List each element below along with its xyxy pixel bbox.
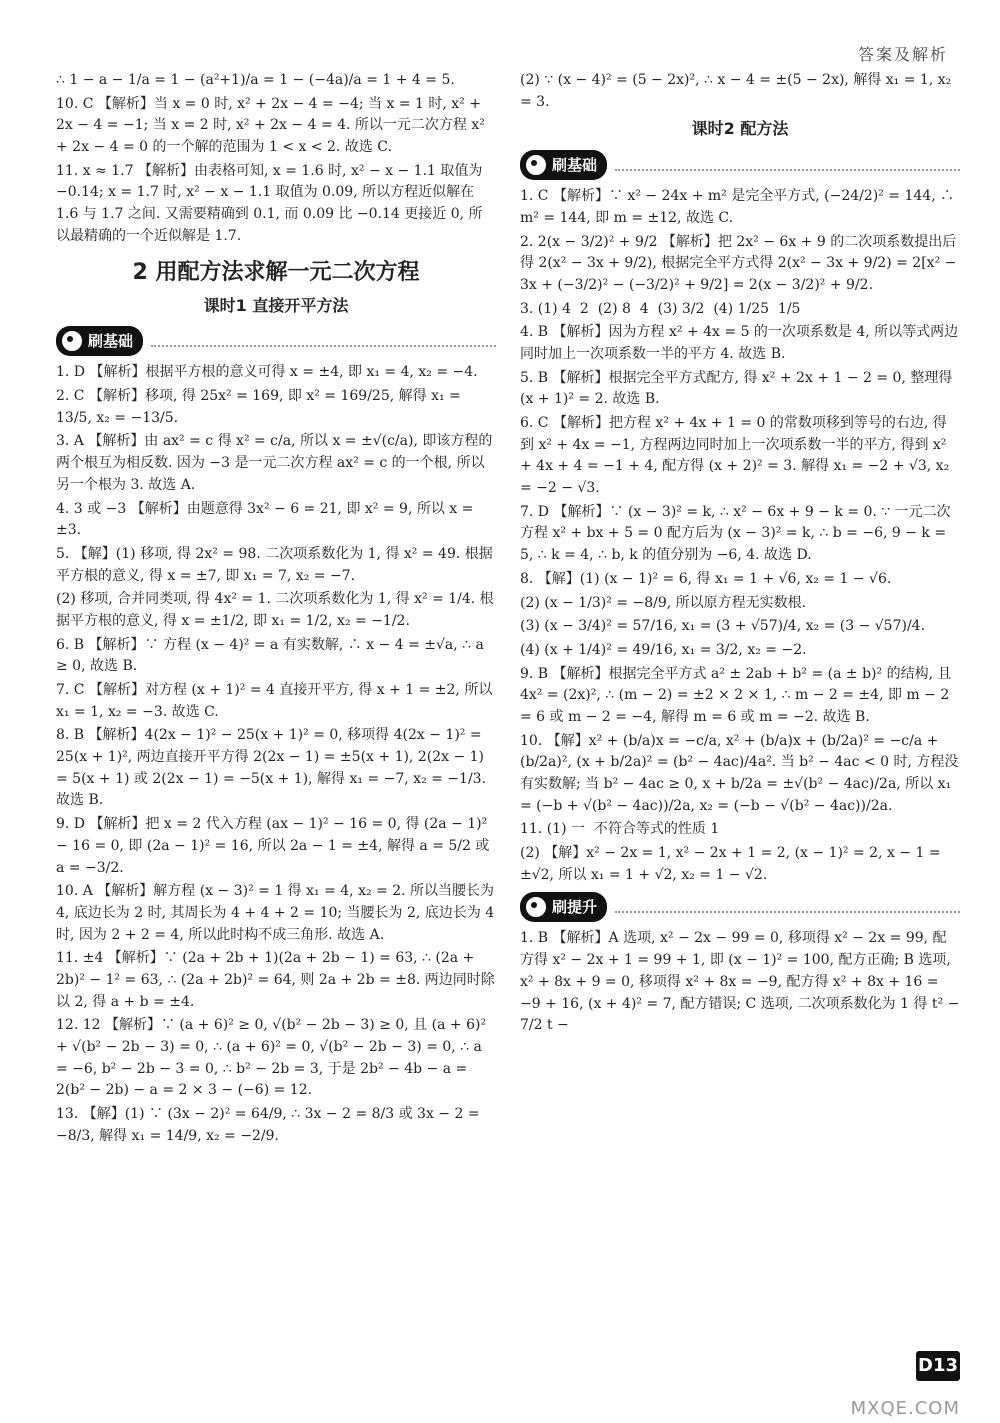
section-badge xyxy=(520,892,607,922)
text-line: 2. 2(x − 3/2)² + 9/2 【解析】把 2x² − 6x + 9 的二次项系数提出后得 2(x² − 3x + 9/2), 根据完全平方式得 2(x² − 3x + 9/2) = 2[x² − 3x + (−3/2)² − (−3/2)² + 9/2] = 2(x − 3/2)² + 9/2. xyxy=(520,233,961,293)
text-line: 8. 【解】(1) (x − 1)² = 6, 得 x₁ = 1 + √6, x₂ = 1 − √6. xyxy=(520,570,892,587)
text-line: (2) 移项, 合并同类项, 得 4x² = 1. 二次项系数化为 1, 得 x² = 1/4. 根据平方根的意义, 得 x = ±1/2, 即 x₁ = 1/2, x₂ = −1/2. xyxy=(56,591,494,629)
text-line: 1. B 【解析】A 选项, x² − 2x − 99 = 0, 移项得 x² − 2x = 99, 配方得 x² − 2x + 1 = 99 + 1, 即 (x − 1)² = 100, 配方正确; B 选项, x² + 8x + 9 = 0, 移项得 x² + 8x = −9, 配方得 x² + 8x + 16 = −9 + 16, (x + 4)² = 7, 配方错误; C 选项, 二次项系数化为 1 得 t² − 7/2 t − xyxy=(520,930,964,1034)
text-line: 4. 3 或 −3 【解析】由题意得 3x² − 6 = 21, 即 x² = 9, 所以 x = ±3. xyxy=(56,500,478,539)
text-line: (2) ∵ (x − 4)² = (5 − 2x)², ∴ x − 4 = ±(5 − 2x), 解得 x₁ = 1, x₂ = 3. xyxy=(520,72,956,110)
page-header-label: 答案及解析 xyxy=(857,45,948,64)
dotted-divider xyxy=(615,901,960,913)
text-line: 6. B 【解析】∵ 方程 (x − 4)² = a 有实数解, ∴ x − 4 = ±√a, ∴ a ≥ 0, 故选 B. xyxy=(56,636,489,675)
text-line: (2) 【解】x² − 2x = 1, x² − 2x + 1 = 2, (x − 1)² = 2, x − 1 = ±√2, 所以 x₁ = 1 + √2, x₂ = 1 − √2. xyxy=(520,845,946,883)
badge-row xyxy=(520,892,960,922)
page-number: D13 xyxy=(916,1351,960,1381)
text-line: 11. (1) 一 不符合等式的性质 1 xyxy=(520,821,720,838)
badge-row xyxy=(520,150,960,180)
lesson-title: 课时1 直接开平方法 xyxy=(203,295,349,315)
text-line: 9. B 【解析】根据完全平方式 a² ± 2ab + b² = (a ± b)² 的结构, 且 4x² = (2x)², ∴ (m − 2) = ±2 × 2 × 1, ∴ m − 2 = ±4, 即 m − 2 = 6 或 m − 2 = −4, 解得 m = 6 或 m = −2. 故选 B. xyxy=(520,665,956,725)
text-line: 2. C 【解析】移项, 得 25x² = 169, 即 x² = 169/25, 解得 x₁ = 13/5, x₂ = −13/5. xyxy=(56,388,466,426)
section-badge xyxy=(520,150,607,180)
text-line: (2) (x − 1/3)² = −8/9, 所以原方程无实数根. xyxy=(520,594,807,611)
text-line: (4) (x + 1/4)² = 49/16, x₁ = 3/2, x₂ = −2. xyxy=(520,641,807,658)
section-title: 2 用配方法求解一元二次方程 xyxy=(132,259,420,285)
text-line: 10. A 【解析】解方程 (x − 3)² = 1 得 x₁ = 4, x₂ = 2. 所以当腰长为 4, 底边长为 2 时, 其周长为 4 + 4 + 2 = 10; 当腰长为 2, 底边长为 4 时, 因为 2 + 2 = 4, 所以此时构不成三角形. 故选 A. xyxy=(56,883,499,943)
badge-label: 刷提升 xyxy=(552,897,598,916)
text-line: 13. 【解】(1) ∵ (3x − 2)² = 64/9, ∴ 3x − 2 = 8/3 或 3x − 2 = −8/3, 解得 x₁ = 14/9, x₂ = −2/9. xyxy=(56,1106,485,1144)
text-line: 10. 【解】x² + (b/a)x = −c/a, x² + (b/a)x + (b/2a)² = −c/a + (b/2a)², (x + b/2a)² = (b² − 4ac)/4a². 当 b² − 4ac < 0 时, 方程没有实数解; 当 b² − 4ac ≥ 0, x + b/2a = ±√(b² − 4ac)/2a, 所以 x₁ = (−b + √(b² − 4ac))/2a, x₂ = (−b − √(b² − 4ac))/2a. xyxy=(520,732,959,814)
badge-label: 刷基础 xyxy=(88,331,134,350)
dotted-divider xyxy=(615,159,960,171)
text-line: 1. D 【解析】根据平方根的意义可得 x = ±4, 即 x₁ = 4, x₂ = −4. xyxy=(56,364,478,381)
text-line: 7. C 【解析】对方程 (x + 1)² = 4 直接开平方, 得 x + 1 = ±2, 所以 x₁ = 1, x₂ = −3. 故选 C. xyxy=(56,682,497,720)
badge-label: 刷基础 xyxy=(552,155,598,174)
left-column xyxy=(56,70,499,1149)
right-column xyxy=(520,70,964,1039)
text-line: (3) (x − 3/4)² = 57/16, x₁ = (3 + √57)/4, x₂ = (3 − √57)/4. xyxy=(520,618,926,635)
text-line: 12. 12 【解析】∵ (a + 6)² ≥ 0, √(b² − 2b − 3) ≥ 0, 且 (a + 6)² + √(b² − 2b − 3) = 0, ∴ (a + 6)² = 0, √(b² − 2b − 3) = 0, ∴ a = −6, b² − 2b − 3 = 0, ∴ b² − 2b = 3, 于是 2b² − 4b − a = 2(b² − 2b) − a = 2 × 3 − (−6) = 12. xyxy=(56,1017,491,1099)
text-line: 6. C 【解析】把方程 x² + 4x + 1 = 0 的常数项移到等号的右边, 得到 x² + 4x = −1, 方程两边同时加上一次项系数一半的平方, 得到 x² + 4x + 4 = −1 + 4, 配方得 (x + 2)² = 3. 解得 x₁ = −2 + √3, x₂ = −2 − √3. xyxy=(520,415,954,497)
text-line: 3. (1) 4 2 (2) 8 4 (3) 3/2 (4) 1/25 1/5 xyxy=(520,300,801,317)
badge-icon xyxy=(524,895,548,919)
badge-row xyxy=(56,326,496,356)
text-line: 5. 【解】(1) 移项, 得 2x² = 98. 二次项系数化为 1, 得 x² = 49. 根据平方根的意义, 得 x = ±7, 即 x₁ = 7, x₂ = −7. xyxy=(56,545,493,584)
section-badge xyxy=(56,326,143,356)
text-line: 9. D 【解析】把 x = 2 代入方程 (ax − 1)² − 16 = 0, 得 (2a − 1)² − 16 = 0, 即 (2a − 1)² = 16, 所以 2a − 1 = ±4, 解得 a = 5/2 或 a = −3/2. xyxy=(56,816,494,876)
text-line: 7. D 【解析】∵ (x − 3)² = k, ∴ x² − 6x + 9 − k = 0. ∵ 一元二次方程 x² + bx + 5 = 0 配方后为 (x − 3)² = k, ∴ b = −6, 9 − k = 5, ∴ k = 4, ∴ b, k 的值分别为 −6, 4. 故选 D. xyxy=(520,503,951,564)
lesson-title: 课时2 配方法 xyxy=(691,119,789,139)
text-line: 11. x ≈ 1.7 【解析】由表格可知, x = 1.6 时, x² − x − 1.1 取值为 −0.14; x = 1.7 时, x² − x − 1.1 取值为 0.09, 所以方程近似解在 1.6 与 1.7 之间. 又需要精确到 0.1, 而 0.09 比 −0.14 更接近 0, 所以最精确的一个近似解是 1.7. xyxy=(56,162,487,244)
text-line: 10. C 【解析】当 x = 0 时, x² + 2x − 4 = −4; 当 x = 1 时, x² + 2x − 4 = −1; 当 x = 2 时, x² + 2x − 4 = 4. 所以一元二次方程 x² + 2x − 4 = 0 的一个解的范围为 1 < x < 2. 故选 C. xyxy=(56,95,490,156)
text-line: 1. C 【解析】∵ x² − 24x + m² 是完全平方式, (−24/2)² = 144, ∴ m² = 144, 即 m = ±12, 故选 C. xyxy=(520,188,959,226)
badge-icon xyxy=(524,153,548,177)
text-line: 3. A 【解析】由 ax² = c 得 x² = c/a, 所以 x = ±√(c/a), 即该方程的两个根互为相反数. 因为 −3 是一元二次方程 ax² = c 的一个根, 所以另一个根为 3. 故选 A. xyxy=(56,433,493,493)
text-line: ∴ 1 − a − 1/a = 1 − (a²+1)/a = 1 − (−4a)/a = 1 + 4 = 5. xyxy=(56,72,455,88)
dotted-divider xyxy=(151,335,496,347)
text-line: 5. B 【解析】根据完全平方式配方, 得 x² + 2x + 1 − 2 = 0, 整理得 (x + 1)² = 2. 故选 B. xyxy=(520,369,957,408)
watermark: MXQE.COM xyxy=(850,1398,960,1419)
text-line: 11. ±4 【解析】∵ (2a + 2b + 1)(2a + 2b − 1) = 63, ∴ (2a + 2b)² − 1² = 63, ∴ (2a + 2b)² = 64, 则 2a + 2b = ±8. 两边同时除以 2, 得 a + b = ±4. xyxy=(56,950,495,1010)
text-line: 4. B 【解析】因为方程 x² + 4x = 5 的一次项系数是 4, 所以等式两边同时加上一次项系数一半的平方 4. 故选 B. xyxy=(520,324,959,362)
text-line: 8. B 【解析】4(2x − 1)² − 25(x + 1)² = 0, 移项得 4(2x − 1)² = 25(x + 1)², 两边直接开平方得 2(2x − 1) = ±5(x + 1), 2(2x − 1) = 5(x + 1) 或 2(2x − 1) = −5(x + 1), 解得 x₁ = −7, x₂ = −1/3. 故选 B. xyxy=(56,727,491,809)
badge-icon xyxy=(60,329,84,353)
